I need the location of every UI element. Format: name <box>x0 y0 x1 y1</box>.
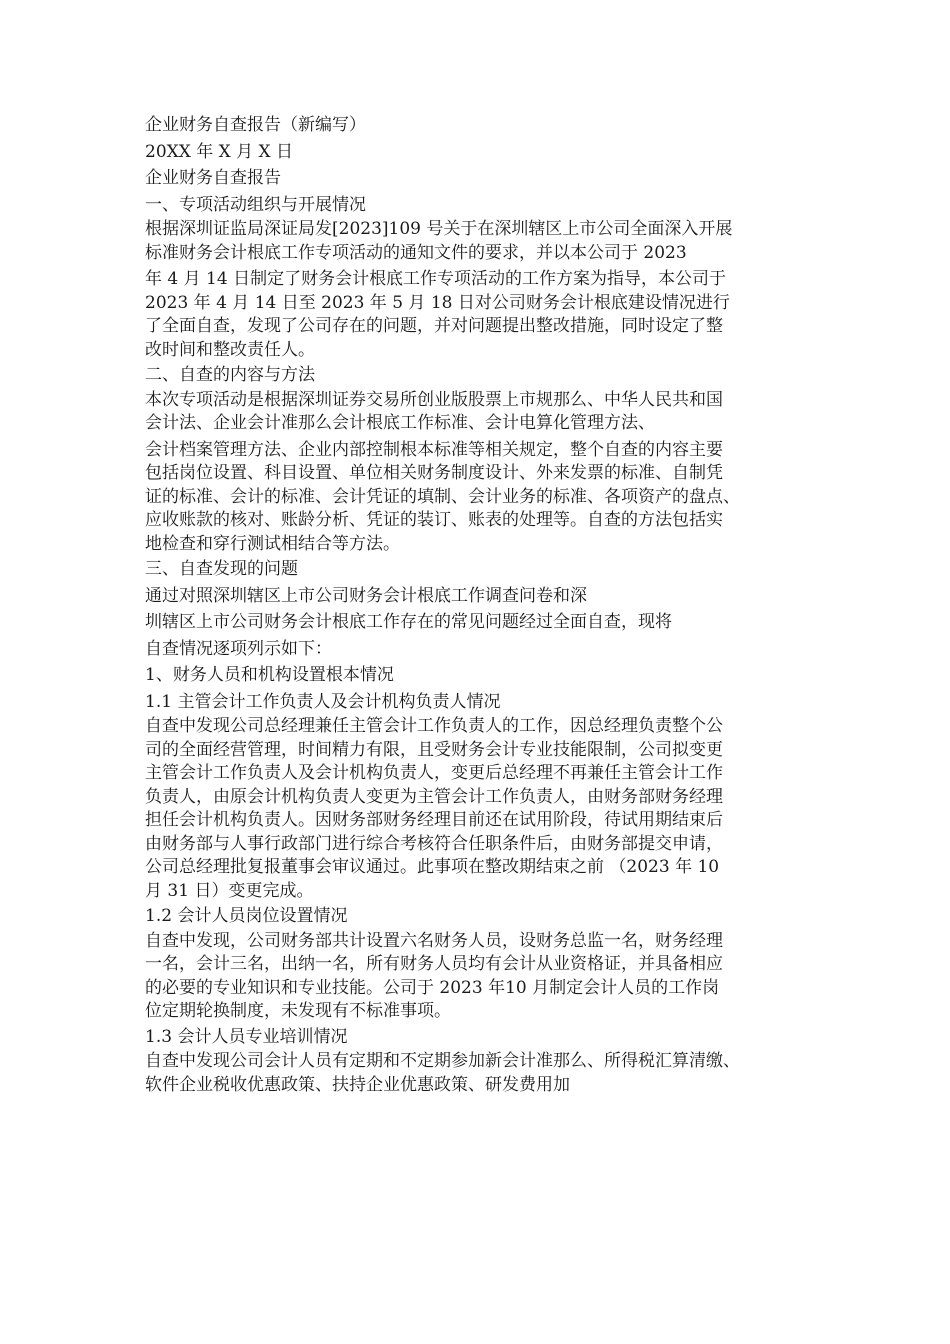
paragraph-line: 证的标准、会计的标准、会计凭证的填制、会计业务的标准、各项资产的盘点、 <box>145 486 740 507</box>
item1-3-heading: 1.3 会计人员专业培训情况 <box>145 1026 348 1047</box>
paragraph-line: 自查中发现公司总经理兼任主管会计工作负责人的工作，因总经理负责整个公 <box>145 716 723 736</box>
document-date: 20XX 年 X 月 X 日 <box>145 141 294 162</box>
paragraph-line: 月 31 日）变更完成。 <box>145 880 314 901</box>
paragraph-line: 会计档案管理方法、企业内部控制根本标准等相关规定，整个自查的内容主要 <box>145 439 723 460</box>
item1-1-heading: 1.1 主管会计工作负责人及会计机构负责人情况 <box>145 691 501 712</box>
section3-heading: 三、自查发现的问题 <box>145 559 298 579</box>
paragraph-line: 自查中发现，公司财务部共计设置六名财务人员，设财务总监一名，财务经理 <box>145 930 723 951</box>
item1-heading: 1、财务人员和机构设置根本情况 <box>145 665 394 685</box>
paragraph-line: 的必要的专业知识和专业技能。公司于 2023 年10 月制定会计人员的工作岗 <box>145 977 720 998</box>
paragraph-line: 担任会计机构负责人。因财务部财务经理目前还在试用阶段，待试用期结束后 <box>145 810 723 830</box>
paragraph-line: 司的全面经营管理，时间精力有限，且受财务会计专业技能限制，公司拟变更 <box>145 739 723 760</box>
item1-2-heading: 1.2 会计人员岗位设置情况 <box>145 906 348 926</box>
paragraph-line: 自查中发现公司会计人员有定期和不定期参加新会计准那么、所得税汇算清缴、 <box>145 1051 740 1071</box>
document-title: 企业财务自查报告（新编写） <box>145 115 366 135</box>
section1-heading: 一、专项活动组织与开展情况 <box>145 194 366 215</box>
paragraph-line: 圳辖区上市公司财务会计根底工作存在的常见问题经过全面自查，现将 <box>145 612 672 632</box>
paragraph-line: 由财务部与人事行政部门进行综合考核符合任职条件后，由财务部提交申请， <box>145 833 723 854</box>
paragraph-line: 软件企业税收优惠政策、扶持企业优惠政策、研发费用加 <box>145 1074 570 1095</box>
paragraph-line: 自查情况逐项列示如下： <box>145 638 332 659</box>
section2-heading: 二、自查的内容与方法 <box>145 365 315 385</box>
paragraph-line: 会计法、企业会计准那么会计根底工作标准、会计电算化管理方法、 <box>145 413 655 433</box>
paragraph-line: 2023 年 4 月 14 日至 2023 年 5 月 18 日对公司财务会计根底建设情况进行 <box>145 292 730 313</box>
paragraph-line: 包括岗位设置、科目设置、单位相关财务制度设计、外来发票的标准、自制凭 <box>145 463 723 483</box>
document-page <box>145 112 825 1097</box>
paragraph-line: 一名，会计三名，出纳一名，所有财务人员均有会计从业资格证，并具备相应 <box>145 954 723 974</box>
paragraph-line: 地检查和穿行测试相结合等方法。 <box>145 533 400 554</box>
paragraph-line: 公司总经理批复报董事会审议通过。此事项在整改期结束之前 （2023 年 10 <box>145 857 720 877</box>
paragraph-line: 了全面自查，发现了公司存在的问题，并对问题提出整改措施，同时设定了整 <box>145 316 723 336</box>
paragraph-line: 应收账款的核对、账龄分析、凭证的装订、账表的处理等。自查的方法包括实 <box>145 510 723 530</box>
paragraph-line: 标准财务会计根底工作专项活动的通知文件的要求，并以本公司于 2023 <box>145 242 687 263</box>
paragraph-line: 负责人，由原会计机构负责人变更为主管会计工作负责人，由财务部财务经理 <box>145 786 723 807</box>
paragraph-line: 主管会计工作负责人及会计机构负责人，变更后总经理不再兼任主管会计工作 <box>145 763 723 783</box>
paragraph-line: 根据深圳证监局深证局发[2023]109 号关于在深圳辖区上市公司全面深入开展 <box>145 219 733 239</box>
paragraph-line: 年 4 月 14 日制定了财务会计根底工作专项活动的工作方案为指导，本公司于 <box>145 269 727 289</box>
paragraph-line: 通过对照深圳辖区上市公司财务会计根底工作调查问卷和深 <box>145 585 587 606</box>
document-subtitle: 企业财务自查报告 <box>145 168 281 188</box>
paragraph-line: 本次专项活动是根据深圳证券交易所创业版股票上市规那么、中华人民共和国 <box>145 389 723 410</box>
paragraph-line: 位定期轮换制度，未发现有不标准事项。 <box>145 1001 451 1021</box>
paragraph-line: 改时间和整改责任人。 <box>145 339 315 360</box>
